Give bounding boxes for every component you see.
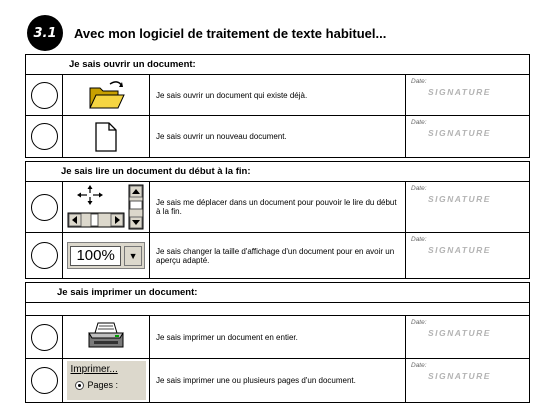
- date-label: Date:: [411, 362, 427, 369]
- section-gap: [25, 302, 530, 315]
- date-label: Date:: [411, 78, 427, 85]
- open-folder-icon: [84, 78, 128, 112]
- signature-label: SIGNATURE: [428, 87, 491, 97]
- new-document-icon: [91, 120, 121, 154]
- date-label: Date:: [411, 236, 427, 243]
- item-text: Je sais changer la taille d'affichage d'un document pour en avoir un aperçu adapté.: [149, 233, 405, 278]
- signature-label: SIGNATURE: [428, 128, 491, 138]
- section-header-read: [25, 161, 530, 181]
- item-text: Je sais imprimer une ou plusieurs pages d'un document.: [149, 359, 405, 402]
- checklist-item: [25, 74, 530, 116]
- checklist-item: [25, 233, 530, 279]
- print-dialog-snippet: [67, 361, 146, 400]
- radio-selected-icon: [75, 381, 84, 390]
- signature-label: SIGNATURE: [428, 245, 491, 255]
- section-header-open: [25, 54, 530, 74]
- item-text: Je sais ouvrir un nouveau document.: [149, 116, 405, 157]
- item-text: Je sais me déplacer dans un document pour pouvoir le lire du début à la fin.: [149, 182, 405, 232]
- signature-cell[interactable]: [405, 359, 529, 402]
- printer-icon: [86, 319, 126, 355]
- section-title: Je sais lire un document du début à la fin:: [61, 166, 251, 177]
- page-title: Avec mon logiciel de traitement de texte habituel...: [74, 25, 387, 41]
- checkbox-circle[interactable]: [31, 367, 58, 394]
- chevron-down-icon: ▼: [124, 246, 142, 266]
- zoom-dropdown[interactable]: [67, 242, 145, 269]
- signature-label: SIGNATURE: [428, 371, 491, 381]
- print-button[interactable]: Imprimer...: [70, 364, 118, 375]
- date-label: Date:: [411, 319, 427, 326]
- checklist-item: [25, 116, 530, 158]
- section-title: Je sais ouvrir un document:: [69, 59, 196, 70]
- signature-cell[interactable]: [405, 233, 529, 278]
- checklist-table: [25, 54, 530, 403]
- checkbox-circle[interactable]: [31, 242, 58, 269]
- zoom-value: 100%: [70, 246, 121, 266]
- checkbox-circle[interactable]: [31, 82, 58, 109]
- signature-label: SIGNATURE: [428, 194, 491, 204]
- signature-cell[interactable]: [405, 75, 529, 115]
- pages-label: Pages :: [87, 380, 119, 390]
- item-text: Je sais imprimer un document en entier.: [149, 316, 405, 358]
- checklist-item: [25, 181, 530, 233]
- pages-radio-option[interactable]: [75, 380, 119, 390]
- item-text: Je sais ouvrir un document qui existe déjà.: [149, 75, 405, 115]
- header: [27, 15, 386, 51]
- chapter-badge: 3.1: [27, 15, 63, 51]
- checkbox-circle[interactable]: [31, 324, 58, 351]
- checklist-item: [25, 359, 530, 403]
- signature-label: SIGNATURE: [428, 328, 491, 338]
- date-label: Date:: [411, 119, 427, 126]
- signature-cell[interactable]: [405, 316, 529, 358]
- checkbox-circle[interactable]: [31, 123, 58, 150]
- signature-cell[interactable]: [405, 182, 529, 232]
- signature-cell[interactable]: [405, 116, 529, 157]
- date-label: Date:: [411, 185, 427, 192]
- checkbox-circle[interactable]: [31, 194, 58, 221]
- checklist-item: [25, 315, 530, 359]
- section-header-print: [25, 282, 530, 302]
- section-title: Je sais imprimer un document:: [57, 287, 198, 298]
- navigation-arrows-icon: [65, 183, 147, 231]
